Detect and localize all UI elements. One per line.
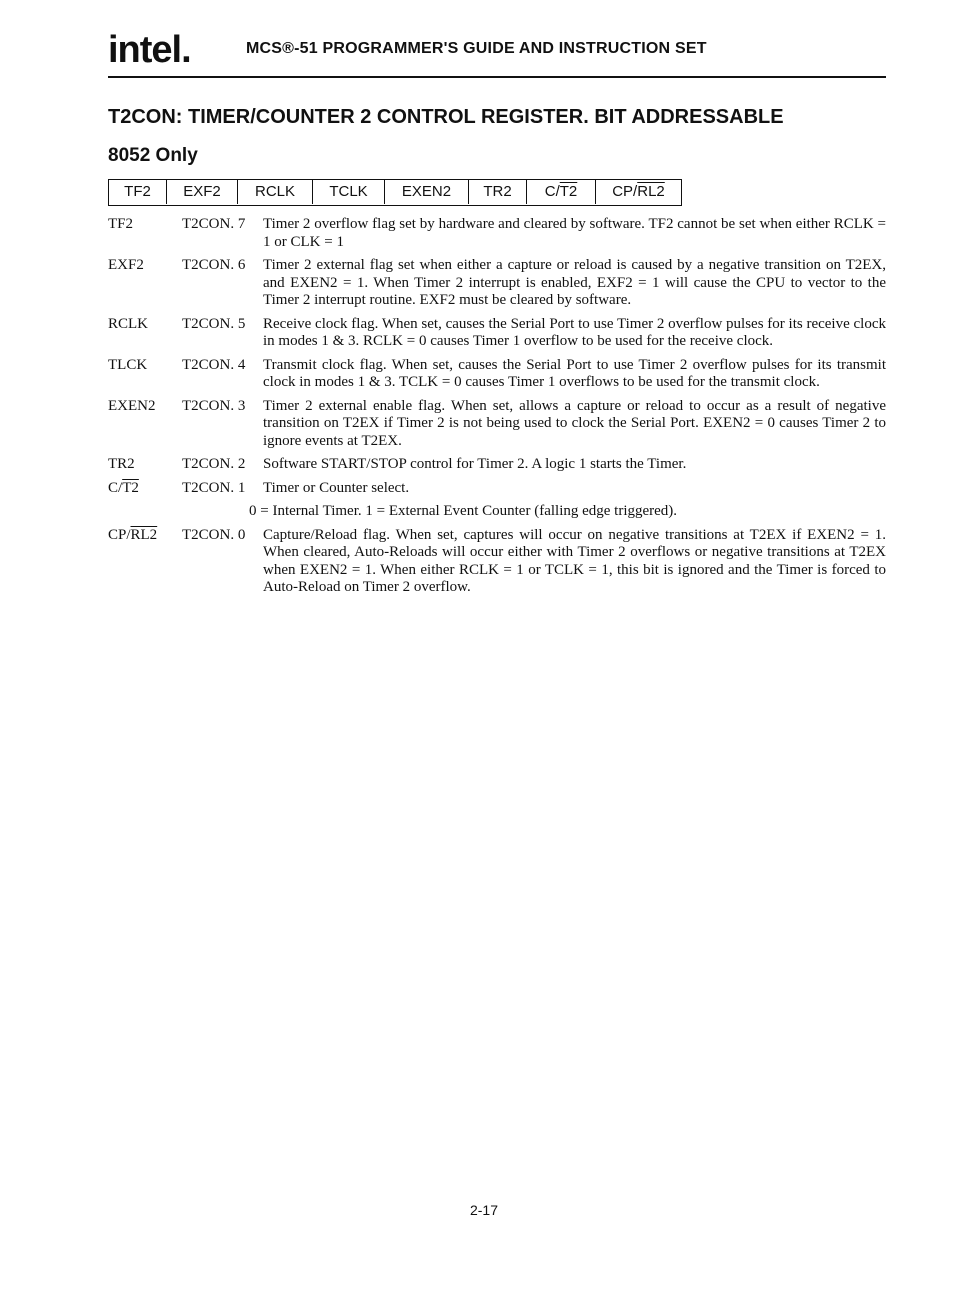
bit-label: TR2 xyxy=(483,183,512,200)
bit-name-text: CP/ xyxy=(108,526,131,543)
bit-cell xyxy=(527,180,596,204)
page-subtitle: 8052 Only xyxy=(108,145,198,166)
bit-name-overline: T2 xyxy=(122,479,139,496)
bit-name-text: TLCK xyxy=(108,356,148,373)
definition-row xyxy=(108,357,886,392)
description-text: Transmit clock flag. When set, causes the Serial Port to use Timer 2 overflow pulses for its transmit clock in modes 1 & 3. TCLK = 0 causes Timer 1 overflows to be used for the transmit clock. xyxy=(263,356,886,390)
description-text: Capture/Reload flag. When set, captures will occur on negative transitions at T2EX if EXEN2 = 1. When cleared, Auto-Reloads will occur either with Timer 2 overflows or negative transitions at T2EX when EXEN2 = 1. When either RCLK = 1 or TCLK = 1, this bit is ignored and the Timer is forced to Auto-Reload on Timer 2 overflow. xyxy=(263,526,886,595)
bit-name-overline: RL2 xyxy=(130,526,158,543)
bit-name-text: TR2 xyxy=(108,456,135,472)
bit-name xyxy=(108,257,182,275)
bit-label: EXF2 xyxy=(183,183,221,200)
description-text: Timer 2 overflow flag set by hardware and cleared by software. TF2 cannot be set when either RCLK = 1 or CLK = 1 xyxy=(263,216,886,250)
bit-name-text: EXEN2 xyxy=(108,397,156,414)
bit-label: RCLK xyxy=(254,183,295,200)
intel-logo xyxy=(108,30,191,70)
bit-position: T2CON. 1 xyxy=(182,479,246,496)
logo-dot: . xyxy=(181,29,191,71)
bit-label: TF2 xyxy=(124,183,151,200)
definition-row xyxy=(108,257,886,310)
definition-row xyxy=(108,527,886,597)
bit-name-text: TF2 xyxy=(108,216,134,232)
bit-name xyxy=(108,456,182,474)
bit-position: T2CON. 7 xyxy=(182,216,246,232)
description-text: Receive clock flag. When set, causes the Serial Port to use Timer 2 overflow pulses for its receive clock in modes 1 & 3. RCLK = 0 causes Timer 1 overflow to be used for the receive clock. xyxy=(263,315,886,349)
description-text: Timer 2 external enable flag. When set, allows a capture or reload to occur as a result of negative transition on T2EX if Timer 2 is not being used to clock the Serial Port. EXEN2 = 0 causes Timer 2 to ignore events at T2EX. xyxy=(263,397,886,449)
definition-row xyxy=(108,398,886,451)
bit-cell xyxy=(238,180,313,204)
description-text: Timer 2 external flag set when either a capture or reload is caused by a negative transition on T2EX, and EXEN2 = 1. When Timer 2 interrupt is enabled, EXF2 = 1 will cause the CPU to vector to the Timer 2 interrupt routine. EXF2 must be cleared by software. xyxy=(263,257,886,308)
bit-description xyxy=(263,216,886,251)
bit-name-text: RCLK xyxy=(108,315,149,332)
bit-definitions xyxy=(108,216,886,603)
logo-text: intel xyxy=(108,29,182,71)
bit-cell xyxy=(469,180,527,204)
bit-label-overline: RL2 xyxy=(637,183,665,200)
definition-row xyxy=(108,216,886,251)
page-header xyxy=(108,28,886,78)
bit-position: T2CON. 4 xyxy=(182,356,246,373)
bit-cell xyxy=(385,180,469,204)
bit-name xyxy=(108,527,182,545)
bit-label: TCLK xyxy=(329,183,368,200)
description-text: 0 = Internal Timer. 1 = External Event Counter (falling edge triggered). xyxy=(249,503,678,519)
bit-name-text: C/ xyxy=(108,479,123,496)
bit-position: T2CON. 5 xyxy=(182,315,246,332)
bit-label: EXEN2 xyxy=(401,183,452,200)
bit-position: T2CON. 3 xyxy=(182,397,246,414)
page-title: T2CON: TIMER/COUNTER 2 CONTROL REGISTER. BIT ADDRESSABLE xyxy=(108,106,784,128)
bit-cell xyxy=(596,180,681,204)
bit-name xyxy=(108,357,182,375)
register-bit-table xyxy=(108,179,682,206)
definition-row xyxy=(108,480,886,521)
bit-description xyxy=(249,479,886,521)
header-divider xyxy=(108,76,886,78)
bit-cell xyxy=(167,180,238,204)
bit-name xyxy=(108,398,182,416)
bit-description xyxy=(263,398,886,451)
bit-description xyxy=(263,316,886,351)
bit-name xyxy=(108,216,182,234)
bit-cell xyxy=(109,180,167,204)
description-text: Software START/STOP control for Timer 2. A logic 1 starts the Timer. xyxy=(263,456,687,472)
page-number: 2-17 xyxy=(469,1202,499,1218)
bit-position: T2CON. 6 xyxy=(182,257,246,273)
bit-label: C/ xyxy=(544,183,560,200)
bit-label: CP/ xyxy=(612,183,638,200)
bit-description xyxy=(263,357,886,392)
bit-name-text: EXF2 xyxy=(108,257,144,273)
bit-name xyxy=(108,480,182,498)
bit-description xyxy=(263,257,886,310)
definition-row xyxy=(108,456,886,474)
bit-description xyxy=(263,527,886,597)
definition-row xyxy=(108,316,886,351)
bit-label-overline: T2 xyxy=(559,183,578,200)
bit-name xyxy=(108,316,182,334)
bit-cell xyxy=(313,180,385,204)
description-text: Timer or Counter select. xyxy=(263,479,410,496)
header-title: MCS®-51 PROGRAMMER'S GUIDE AND INSTRUCTION SET xyxy=(246,40,707,57)
bit-position: T2CON. 2 xyxy=(182,456,246,472)
bit-description xyxy=(263,456,886,474)
bit-position: T2CON. 0 xyxy=(182,526,246,543)
